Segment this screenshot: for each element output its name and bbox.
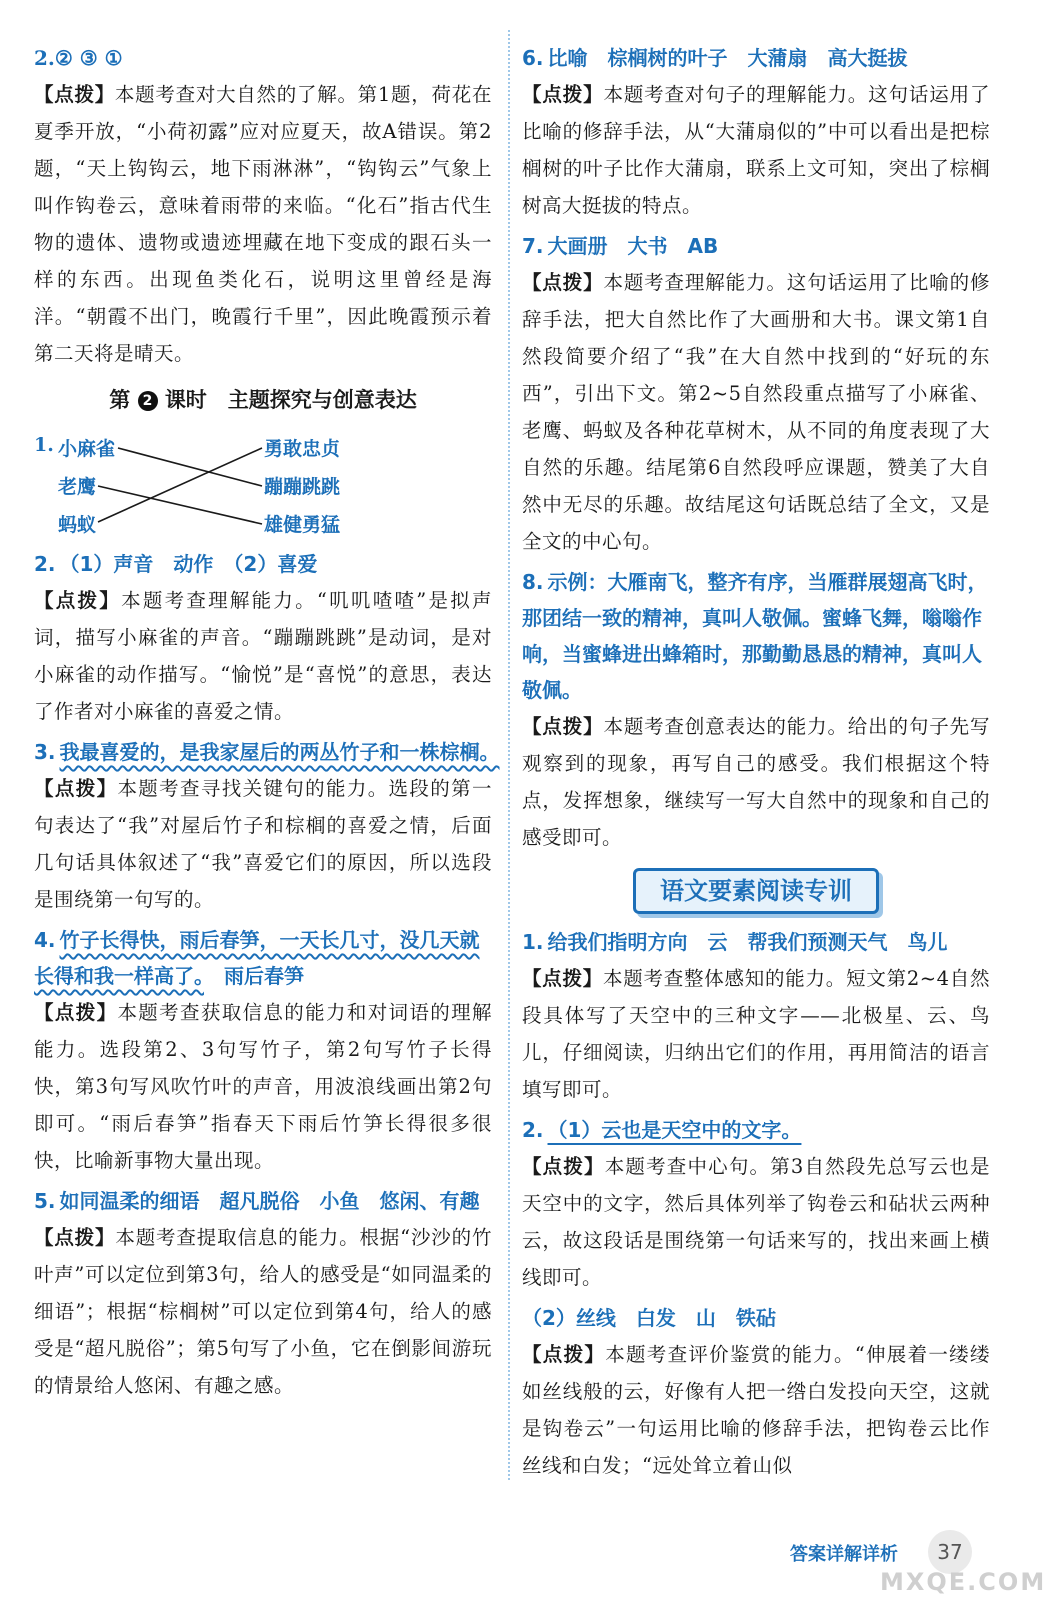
tag-label: 【点拨】 <box>34 1001 118 1024</box>
match-right-item: 勇敢忠贞 <box>264 438 341 460</box>
answer-2-circled: 2.② ③ ① <box>34 46 123 70</box>
tag-label: 【点拨】 <box>522 83 604 106</box>
explanation-2 <box>34 76 492 372</box>
explanation-6 <box>522 76 990 224</box>
section-pre: 第 <box>109 388 131 412</box>
explanation-text: 本题考查整体感知的能力。短文第2~4自然段具体写了天空中的三种文字——北极星、云、鸟儿，仔细阅读，归纳出它们的作用，再用简洁的语言填写即可。 <box>522 967 990 1101</box>
tag-label: 【点拨】 <box>34 589 122 612</box>
answer-8 <box>522 564 990 708</box>
match-right-item: 雄健勇猛 <box>264 514 341 536</box>
answer-text: 如同温柔的细语 超凡脱俗 小鱼 悠闲、有趣 <box>59 1189 480 1213</box>
match-left-item: 老鹰 <box>58 476 97 498</box>
question-number: 2. <box>34 552 56 576</box>
explanation-2b <box>34 582 492 730</box>
match-left-item: 蚂蚁 <box>58 514 97 536</box>
matching-number: 1. <box>34 434 54 456</box>
explanation-text: 本题考查寻找关键句的能力。选段的第一句表达了“我”对屋后竹子和棕榈的喜爱之情，后面几句话具体叙述了“我”喜爱它们的原因，所以选段是围绕第一句写的。 <box>34 777 492 911</box>
answer-2 <box>34 546 492 582</box>
reading-training-badge: 语文要素阅读专训 <box>633 868 879 914</box>
column-divider <box>508 30 510 1480</box>
match-line <box>98 486 262 524</box>
match-right-item: 蹦蹦跳跳 <box>264 476 341 498</box>
answer-7 <box>522 228 990 264</box>
match-left-item: 小麻雀 <box>58 438 116 460</box>
question-number: 7. <box>522 234 544 258</box>
tag-label: 【点拨】 <box>522 967 604 990</box>
answer-r1 <box>522 924 990 960</box>
tag-label: 【点拨】 <box>522 1343 606 1366</box>
footer-label: 答案详解详析 <box>790 1544 898 1565</box>
answer-3 <box>34 734 500 770</box>
explanation-text: 本题考查对句子的理解能力。这句话运用了比喻的修辞手法，从“大蒲扇似的”中可以看出是把棕榈树的叶子比作大蒲扇，联系上文可知，突出了棕榈树高大挺拔的特点。 <box>522 83 990 217</box>
answer-extra: 雨后春笋 <box>224 964 304 988</box>
explanation-5 <box>34 1219 492 1404</box>
explanation-r2b <box>522 1336 990 1484</box>
answer-5 <box>34 1183 492 1219</box>
explanation-text: 本题考查对大自然的了解。第1题，荷花在夏季开放，“小荷初露”应对应夏天，故A错误。第2题，“天上钩钩云，地下雨淋淋”，“钩钩云”气象上叫作钩卷云，意味着雨带的来临。“化石”指古代生物的遗体、遗物或遗迹埋藏在地下变成的跟石头一样的东西。出现鱼类化石，说明这里曾经是海洋。“朝霞不出门，晚霞行千里”，因此晚霞预示着第二天将是晴天。 <box>34 83 492 365</box>
matching-exercise <box>34 426 492 542</box>
explanation-text: 本题考查中心句。第3自然段先总写云也是天空中的文字，然后具体列举了钩卷云和砧状云两种云，故这段话是围绕第一句话来写的，找出来画上横线即可。 <box>522 1155 990 1289</box>
explanation-text: 本题考查评价鉴赏的能力。“伸展着一缕缕如丝线般的云，好像有人把一绺白发投向天空，这就是钩卷云”一句运用比喻的修辞手法，把钩卷云比作丝线和白发；“远处耸立着山似 <box>522 1343 990 1477</box>
explanation-text: 本题考查理解能力。“叽叽喳喳”是拟声词，描写小麻雀的声音。“蹦蹦跳跳”是动词，是对小麻雀的动作描写。“愉悦”是“喜悦”的意思，表达了作者对小麻雀的喜爱之情。 <box>34 589 492 723</box>
section-number-badge: 2 <box>138 391 158 411</box>
explanation-8 <box>522 708 990 856</box>
explanation-text: 本题考查提取信息的能力。根据“沙沙的竹叶声”可以定位到第3句，给人的感受是“如同温柔的细语”；根据“棕榈树”可以定位到第4句，给人的感受是“超凡脱俗”；第5句写了小鱼，它在倒影间游玩的情景给人悠闲、有趣之感。 <box>34 1226 492 1397</box>
watermark: MXQE.COM <box>880 1568 1046 1596</box>
answer-text: 大画册 大书 AB <box>547 234 719 258</box>
left-column <box>34 36 500 1404</box>
answer-text: （1）声音 动作 （2）喜爱 <box>59 552 318 576</box>
question-number: 2. <box>522 1118 544 1142</box>
tag-label: 【点拨】 <box>34 777 118 800</box>
right-column <box>522 36 990 1484</box>
tag-label: 【点拨】 <box>522 1155 605 1178</box>
answer-4 <box>34 922 492 994</box>
tag-label: 【点拨】 <box>522 715 604 738</box>
question-number: 1. <box>522 930 544 954</box>
explanation-3 <box>34 770 492 918</box>
answer-r2 <box>522 1112 990 1148</box>
explanation-r1 <box>522 960 990 1108</box>
explanation-4 <box>34 994 492 1179</box>
tag-label: 【点拨】 <box>34 1226 116 1249</box>
explanation-text: 本题考查理解能力。这句话运用了比喻的修辞手法，把大自然比作了大画册和大书。课文第1自然段简要介绍了“我”在大自然中找到的“好玩的东西”，引出下文。第2~5自然段重点描写了小麻雀、老鹰、蚂蚁及各种花草树木，从不同的角度表现了大自然的乐趣。结尾第6自然段呼应课题，赞美了大自然中无尽的乐趣。故结尾这句话既总结了全文，又是全文的中心句。 <box>522 271 990 553</box>
answer-text: 竹子长得快，雨后春笋，一天长几寸，没几天就长得和我一样高了。 <box>34 928 480 988</box>
explanation-text: 本题考查创意表达的能力。给出的句子先写观察到的现象，再写自己的感受。我们根据这个特点，发挥想象，继续写一写大自然中的现象和自己的感受即可。 <box>522 715 990 849</box>
question-number: 6. <box>522 46 544 70</box>
matching-lines <box>34 426 492 542</box>
explanation-r2 <box>522 1148 990 1296</box>
answer-r2b: （2）丝线 白发 山 铁砧 <box>522 1306 776 1330</box>
question-number: 5. <box>34 1189 56 1213</box>
question-number: 3. <box>34 740 56 764</box>
tag-label: 【点拨】 <box>522 271 604 294</box>
answer-text: 我最喜爱的，是我家屋后的两丛竹子和一株棕榈。 <box>59 740 500 764</box>
section-title <box>34 380 492 420</box>
explanation-7 <box>522 264 990 560</box>
page-number: 37 <box>928 1530 972 1574</box>
answer-6 <box>522 40 990 76</box>
question-number: 8. <box>522 570 544 594</box>
question-number: 4. <box>34 928 56 952</box>
answer-text: （1）云也是天空中的文字。 <box>547 1118 802 1142</box>
section-post: 课时 主题探究与创意表达 <box>164 388 417 412</box>
answer-text: 给我们指明方向 云 帮我们预测天气 鸟儿 <box>547 930 948 954</box>
explanation-text: 本题考查获取信息的能力和对词语的理解能力。选段第2、3句写竹子，第2句写竹子长得快，第3句写风吹竹叶的声音，用波浪线画出第2句即可。“雨后春笋”指春天下雨后竹笋长得很多很快，比喻新事物大量出现。 <box>34 1001 492 1172</box>
answer-text: 比喻 棕榈树的叶子 大蒲扇 高大挺拔 <box>547 46 908 70</box>
tag-label: 【点拨】 <box>34 83 115 106</box>
answer-text: 示例：大雁南飞，整齐有序，当雁群展翅高飞时，那团结一致的精神，真叫人敬佩。蜜蜂飞舞，嗡嗡作响，当蜜蜂进出蜂箱时，那勤勤恳恳的精神，真叫人敬佩。 <box>522 570 988 702</box>
match-line <box>98 448 262 522</box>
